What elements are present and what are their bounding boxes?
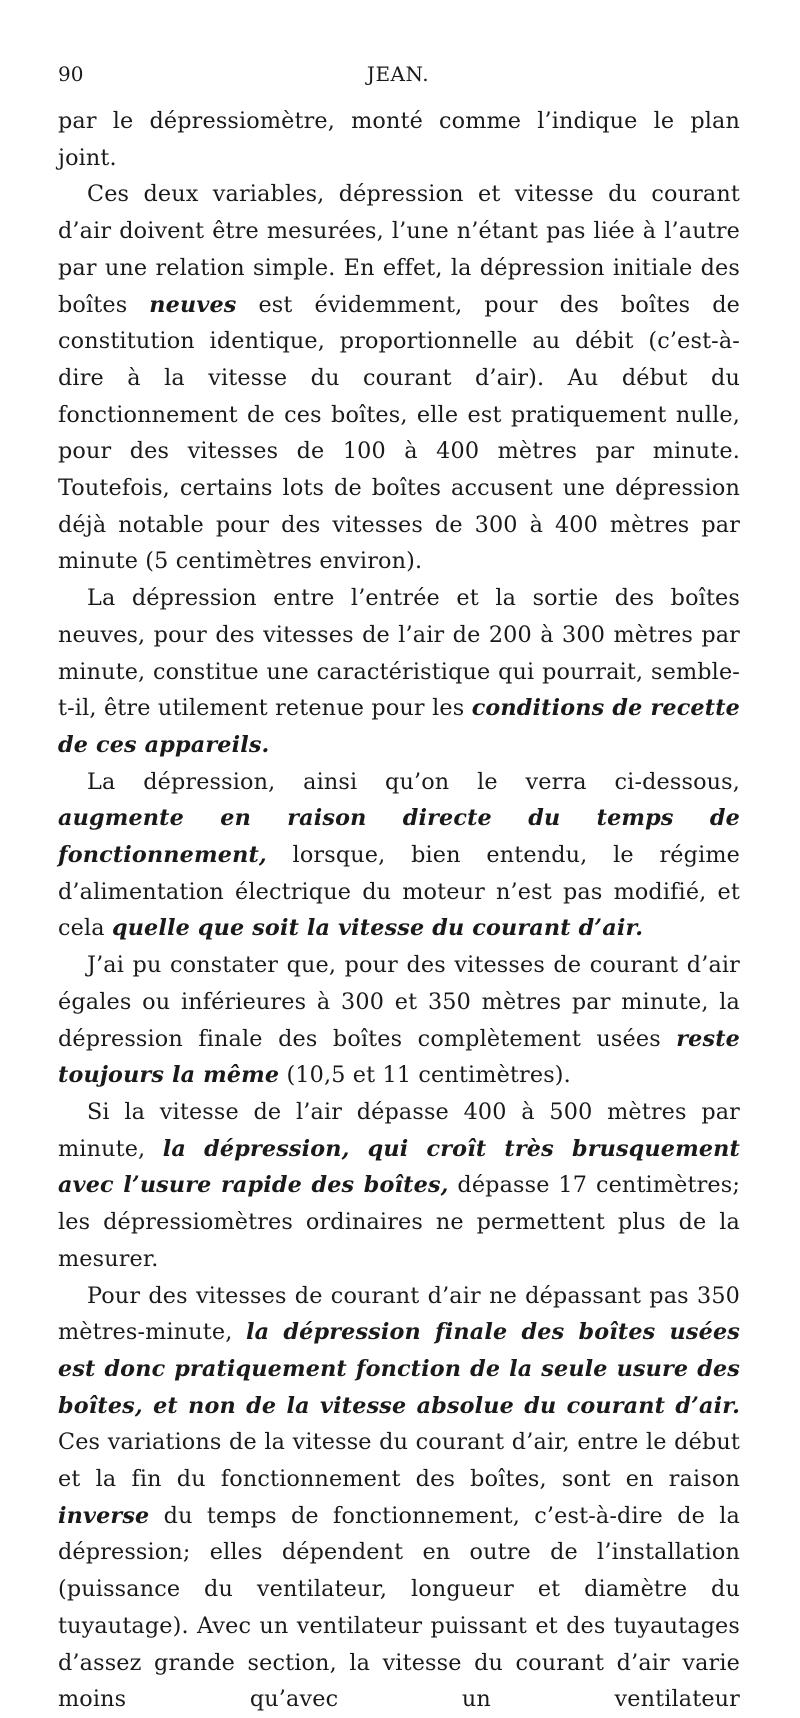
- text-run: lorsque, bien entendu, le régime d’alimentation électrique du moteur n’est pas modifié, et cela: [58, 842, 740, 942]
- running-title: JEAN.: [366, 62, 430, 86]
- text-run: Pour des vitesses de courant d’air ne dépassant pas 350 mètres-minute,: [58, 1282, 740, 1346]
- paragraph: [58, 947, 740, 1094]
- emphasis: la dépression finale des boîtes usées est donc pratiquement fonction de la seule usure des boîtes, et non de la vitesse absolue du courant d’air.: [58, 1319, 740, 1419]
- emphasis: neuves: [149, 291, 237, 318]
- text-run: dépasse 17 centimètres; les dépressiomètres ordinaires ne permettent plus de la mesurer.: [58, 1172, 740, 1272]
- text-run: (10,5 et 11 centimètres).: [279, 1062, 571, 1089]
- body-text: [58, 103, 740, 1718]
- text-run: du temps de fonctionnement, c’est-à-dire de la dépression; elles dépendent en outre de l’installation (puissance du ventilateur, longueur et diamètre du tuyautage). Avec un ventilateur puissant et des tuyautages d’assez grande section, la vitesse du courant d’air varie moins qu’avec un ventilateur: [58, 1502, 740, 1713]
- text-run: La dépression entre l’entrée et la sortie des boîtes neuves, pour des vitesses de l’air de 200 à 300 mètres par minute, constitue une caractéristique qui pourrait, semble-t-il, être utilement retenue pour les: [58, 585, 740, 722]
- emphasis: quelle que soit la vitesse du courant d’air.: [111, 915, 644, 942]
- paragraph: [58, 764, 740, 948]
- emphasis: conditions de recette de ces appareils.: [58, 695, 740, 758]
- page-number: 90: [58, 62, 84, 86]
- text-run: Ces variations de la vitesse du courant d’air, entre le début et la fin du fonctionnement des boîtes, sont en raison: [58, 1429, 740, 1493]
- text-run: Si la vitesse de l’air dépasse 400 à 500 mètres par minute,: [58, 1098, 740, 1162]
- text-run: par le dépressiomètre, monté comme l’indique le plan joint.: [58, 108, 740, 171]
- paragraph: [58, 103, 740, 176]
- emphasis: augmente en raison directe du temps de fonctionnement,: [58, 805, 740, 869]
- emphasis: inverse: [58, 1502, 150, 1529]
- running-head: [58, 58, 738, 90]
- text-run: La dépression, ainsi qu’on le verra ci-dessous,: [86, 768, 740, 795]
- paragraph: [58, 580, 740, 764]
- paragraph: [58, 1278, 740, 1718]
- text-run: Ces deux variables, dépression et vitesse du courant d’air doivent être mesurées, l’une n’étant pas liée à l’autre par une relation simple. En effet, la dépression initiale des boîtes: [58, 181, 740, 318]
- emphasis: la dépression, qui croît très brusquement avec l’usure rapide des boîtes,: [58, 1135, 740, 1199]
- paragraph: [58, 176, 740, 580]
- text-run: est évidemment, pour des boîtes de constitution identique, proportionnelle au débit (c’est-à-dire à la vitesse du courant d’air). Au début du fonctionnement de ces boîtes, elle est pratiquement nulle, pour des vitesses de 100 à 400 mètres par minute. Toutefois, certains lots de boîtes accusent une dépression déjà notable pour des vitesses de 300 à 400 mètres par minute (5 centimètres environ).: [58, 291, 740, 575]
- emphasis: reste toujours la même: [58, 1025, 740, 1089]
- paragraph: [58, 1094, 740, 1278]
- text-run: J’ai pu constater que, pour des vitesses de courant d’air égales ou inférieures à 300 et 350 mètres par minute, la dépression finale des boîtes complètement usées: [58, 952, 740, 1052]
